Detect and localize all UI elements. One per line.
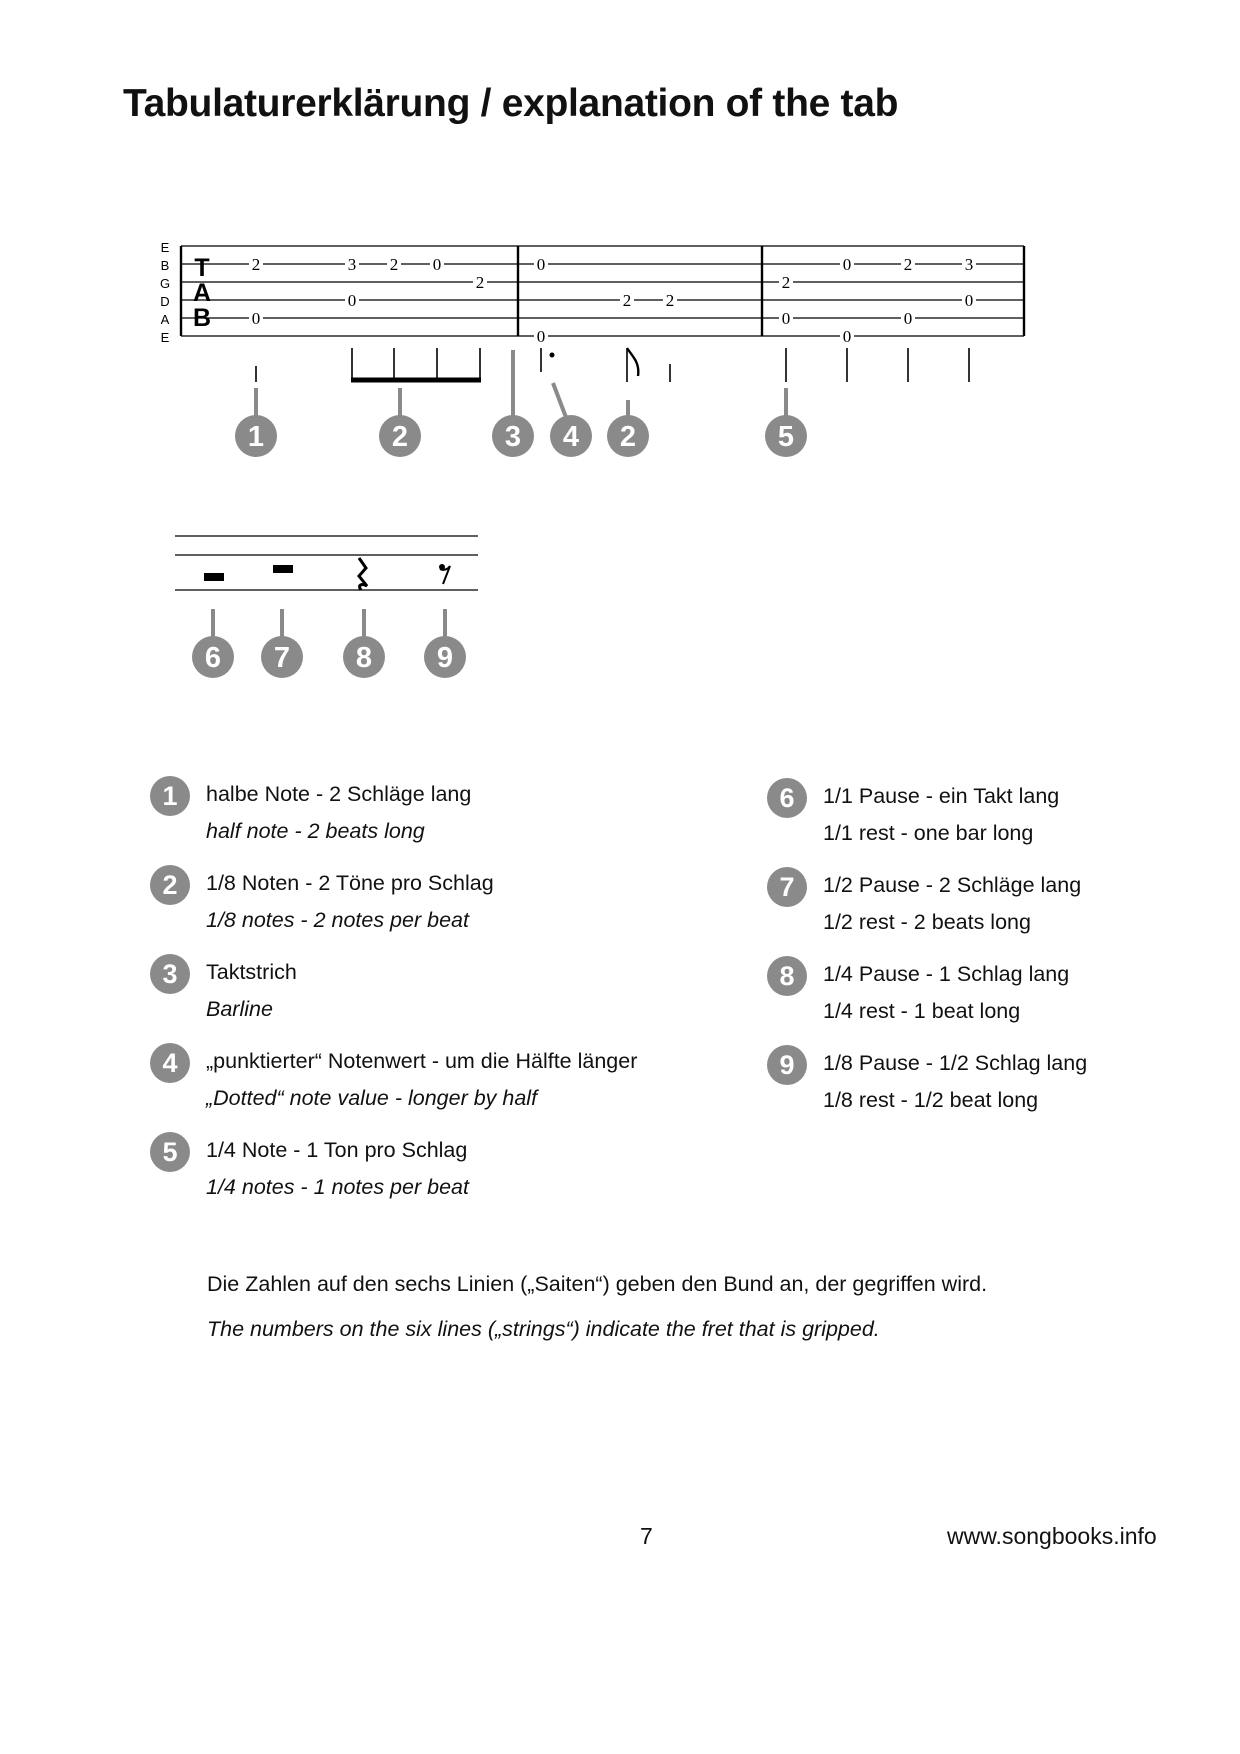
callout-number: 1 <box>247 421 265 453</box>
footnote-en: The numbers on the six lines („strings“) indicate the fret that is gripped. <box>207 1317 880 1341</box>
fret-number: 2 <box>251 255 261 274</box>
quarter-rest-icon <box>359 558 367 590</box>
legend-text-en: „Dotted“ note value - longer by half <box>206 1086 538 1110</box>
callout-badge <box>192 636 234 678</box>
callout-badge <box>424 636 466 678</box>
callout-number: 2 <box>619 421 637 453</box>
fret-number: 2 <box>903 255 913 274</box>
fret-number: 2 <box>622 291 632 310</box>
legend-text-de: 1/8 Noten - 2 Töne pro Schlag <box>206 871 494 895</box>
tab-letter: B <box>192 304 212 332</box>
rests-figure <box>0 0 600 700</box>
legend-text-de: 1/4 Pause - 1 Schlag lang <box>823 962 1070 986</box>
legend-number: 4 <box>150 1043 190 1083</box>
legend-text-en: 1/4 rest - 1 beat long <box>823 999 1021 1023</box>
callout-number: 5 <box>777 421 795 453</box>
legend-number: 5 <box>150 1132 190 1172</box>
fret-number: 3 <box>964 255 974 274</box>
footnote-de: Die Zahlen auf den sechs Linien („Saiten“) geben den Bund an, der gegriffen wird. <box>207 1272 988 1296</box>
legend-text-en: half note - 2 beats long <box>206 819 425 843</box>
page-title: Tabulaturerklärung / explanation of the tab <box>123 82 899 125</box>
fret-number: 2 <box>475 273 485 292</box>
legend-text-en: 1/8 notes - 2 notes per beat <box>206 908 469 932</box>
fret-number: 2 <box>781 273 791 292</box>
legend-text-en: 1/8 rest - 1/2 beat long <box>823 1088 1039 1112</box>
fret-number: 0 <box>347 291 357 310</box>
tab-letter: A <box>192 279 212 307</box>
legend-text-de: 1/4 Note - 1 Ton pro Schlag <box>206 1138 468 1162</box>
legend-text-de: „punktierter“ Notenwert - um die Hälfte länger <box>206 1049 638 1073</box>
callout-badge <box>607 415 649 457</box>
fret-number: 0 <box>432 255 442 274</box>
rest-staff-lines <box>175 536 478 590</box>
fret-number: 0 <box>964 291 974 310</box>
tab-letter: T <box>194 254 210 282</box>
website-link[interactable]: www.songbooks.info <box>947 1523 1157 1549</box>
legend-text-en: 1/1 rest - one bar long <box>823 821 1034 845</box>
legend-text-en: 1/4 notes - 1 notes per beat <box>206 1175 469 1199</box>
legend-text-de: 1/2 Pause - 2 Schläge lang <box>823 873 1082 897</box>
fret-number: 0 <box>251 309 261 328</box>
legend-text-de: Taktstrich <box>206 960 297 984</box>
page-number: 7 <box>640 1523 653 1549</box>
legend-number: 9 <box>767 1045 807 1085</box>
callout-badge <box>343 636 385 678</box>
whole-rest-icon <box>204 573 224 581</box>
callout-number: 4 <box>562 421 580 453</box>
fret-number: 0 <box>842 327 852 346</box>
legend-text-de: 1/1 Pause - ein Takt lang <box>823 784 1060 808</box>
fret-number: 0 <box>842 255 852 274</box>
string-name: G <box>159 276 171 291</box>
string-name: E <box>160 330 170 345</box>
string-name: E <box>160 240 170 255</box>
callout-number: 8 <box>355 642 373 674</box>
fret-number: 3 <box>347 255 357 274</box>
callout-number: 3 <box>504 421 522 453</box>
fret-number: 0 <box>536 255 546 274</box>
fret-number: 0 <box>536 327 546 346</box>
string-name: D <box>160 294 170 309</box>
half-rest-icon <box>273 565 293 573</box>
legend-text-de: halbe Note - 2 Schläge lang <box>206 782 472 806</box>
fret-number: 2 <box>665 291 675 310</box>
string-name: B <box>160 258 170 273</box>
string-name: A <box>160 312 170 327</box>
legend-number: 3 <box>150 954 190 994</box>
callout-number: 9 <box>436 642 454 674</box>
legend-text-de: 1/8 Pause - 1/2 Schlag lang <box>823 1051 1088 1075</box>
callout-badge <box>261 636 303 678</box>
fret-number: 0 <box>781 309 791 328</box>
eighth-rest-icon <box>439 564 450 584</box>
legend-number: 2 <box>150 865 190 905</box>
legend-text-en: Barline <box>206 997 273 1021</box>
flag-icon <box>627 348 638 376</box>
callout-badge <box>765 415 807 457</box>
callout-number: 2 <box>391 421 409 453</box>
legend-number: 7 <box>767 867 807 907</box>
legend-number: 6 <box>767 778 807 818</box>
legend-text-en: 1/2 rest - 2 beats long <box>823 910 1031 934</box>
legend-number: 1 <box>150 776 190 816</box>
fret-number: 0 <box>903 309 913 328</box>
legend-number: 8 <box>767 956 807 996</box>
fret-number: 2 <box>389 255 399 274</box>
callout-number: 7 <box>273 642 291 674</box>
callout-number: 6 <box>204 642 222 674</box>
